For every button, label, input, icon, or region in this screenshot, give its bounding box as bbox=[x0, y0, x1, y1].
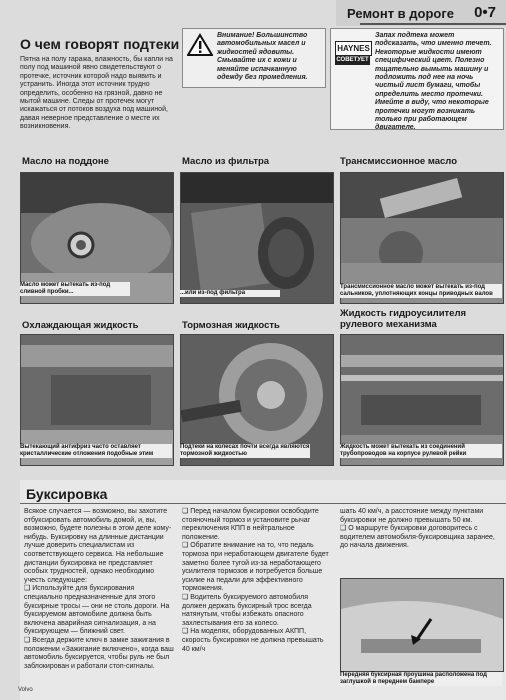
caption-tow-eye: Передняя буксирная проушина расположена под заглушкой в переднем бампере bbox=[340, 672, 502, 686]
photo-oil-filter bbox=[180, 172, 334, 304]
tips-text: Запах подтека может подсказать, что именно течет. Некоторые жидкости имеют специфический цвет. Полезно тщательно вымыть машину и подложить под нее на ночь чистый лист бумаги, чтобы определить место протечки. Имейте в виду, что некоторые протечки могут возникать только при работающем двигателе. bbox=[375, 32, 492, 132]
towing-col1-p3: ❑ Всегда держите ключ в замке зажигания в положении «Зажигание включено», когда ваш автомобиль буксируется, чтобы руль не был заблокирован и работали стоп-сигналы. bbox=[24, 636, 174, 670]
caption-trans-oil: Трансмиссионное масло может вытекать из-под сальников, уплотняющих концы приводных валов bbox=[340, 284, 502, 298]
caption-brake-fluid: Подтеки на колесах почти всегда являются тормозной жидкостью bbox=[180, 444, 310, 457]
header-title: Ремонт в дороге bbox=[347, 6, 454, 21]
caption-oil-pan: Масло может вытекать из-под сливной пробки... bbox=[20, 282, 130, 296]
caption-coolant: Вытекающий антифриз часто оставляет кристаллические отложения подобные этим bbox=[20, 444, 172, 458]
header-rule bbox=[360, 23, 506, 25]
towing-col1-p2: ❑ Используйте для буксирования специально предназначенные для этого буксирные тросы — они не столь дороги. На буксируемом автомобиле должна быть включена аварийная сигнализация, а на буксирующем — ближний свет. bbox=[24, 585, 170, 636]
towing-rule bbox=[20, 503, 506, 504]
panel-title-coolant: Охлаждающая жидкость bbox=[22, 320, 139, 331]
warning-triangle-icon bbox=[187, 33, 213, 57]
caption-steering-fluid: Жидкость может вытекать из соединений трубопроводов на корпусе рулевой рейки bbox=[340, 444, 502, 458]
towing-title: Буксировка bbox=[26, 486, 108, 502]
photo-tow-eye bbox=[340, 578, 504, 672]
towing-col3-p1: шать 40 км/ч, а расстояние между пунктами буксировки не должно превышать 50 км. bbox=[340, 508, 484, 524]
footer-brand: Volvo bbox=[18, 687, 33, 693]
towing-col2-p3: ❑ Водитель буксируемого автомобиля должен держать буксирный трос всегда натянутым, чтобы избежать опасного захлестывания его за колесо. bbox=[182, 593, 312, 627]
towing-column-2 bbox=[182, 508, 332, 654]
haynes-logo: HAYNES bbox=[335, 41, 372, 56]
leaks-title: О чем говорят подтеки bbox=[20, 36, 180, 52]
panel-title-oil-filter: Масло из фильтра bbox=[182, 156, 270, 167]
caption-oil-filter: ...или из-под фильтра bbox=[180, 290, 280, 297]
warning-box bbox=[182, 28, 326, 88]
panel-title-trans-oil: Трансмиссионное масло bbox=[340, 156, 458, 167]
towing-col2-p1: ❑ Перед началом буксировки освободите стояночный тормоз и установите рычаг переключения КПП в нейтральное положение. bbox=[182, 508, 319, 541]
towing-col2-p4: ❑ На моделях, оборудованных АКПП, скорость буксировки не должна превышать 40 км/ч bbox=[182, 628, 324, 653]
sovetuet-badge: СОВЕТУЕТ bbox=[336, 57, 369, 63]
towing-col3-p2: ❑ О маршруте буксировки договоритесь с водителем автомобиля-буксировщика заранее, до начала движения. bbox=[340, 525, 495, 550]
towing-col2-p2: ❑ Обратите внимание на то, что педаль тормоза при неработающем двигателе будет заметно более тугой из-за неработающего усилителя тормозов и потребуется больше усилие на педали для эффективного торможения. bbox=[182, 542, 329, 593]
towing-column-1 bbox=[24, 508, 174, 671]
page-number: 0•7 bbox=[474, 4, 496, 21]
panel-title-oil-pan: Масло на поддоне bbox=[22, 156, 109, 167]
panel-title-steering-fluid: Жидкость гидроусилителя рулевого механизма bbox=[340, 308, 467, 330]
leaks-body: Пятна на полу гаража, влажность, бы капли на полу под машиной явно свидетельствуют о протечке, источник которой надо выявить и устранить. Иногда этот источник трудно определить, особенно на грязной, давно не мытой машине. Следы от протечек могут искажаться от потоков воздуха под машиной, давая неверное представление о месте их возникновения. bbox=[20, 56, 173, 131]
warning-text: Внимание! Большинство автомобильных масел и жидкостей ядовиты. Смывайте их с кожи и меняйте испачканную одежду без промедления. bbox=[217, 32, 308, 82]
panel-title-brake-fluid: Тормозная жидкость bbox=[182, 320, 280, 331]
towing-col1-p1: Всякое случается — возможно, вы захотите отбуксировать автомобиль домой, и, вы, возможно, будете полезны в этом деле кому-нибудь. Буксировку на длинные дистанции лучше доверить специалистам из соответствующего сервиса. На небольшие дистанции буксировка не представляет особых трудностей, однако необходимо учесть следующее: bbox=[24, 508, 172, 584]
towing-column-3 bbox=[340, 508, 500, 551]
